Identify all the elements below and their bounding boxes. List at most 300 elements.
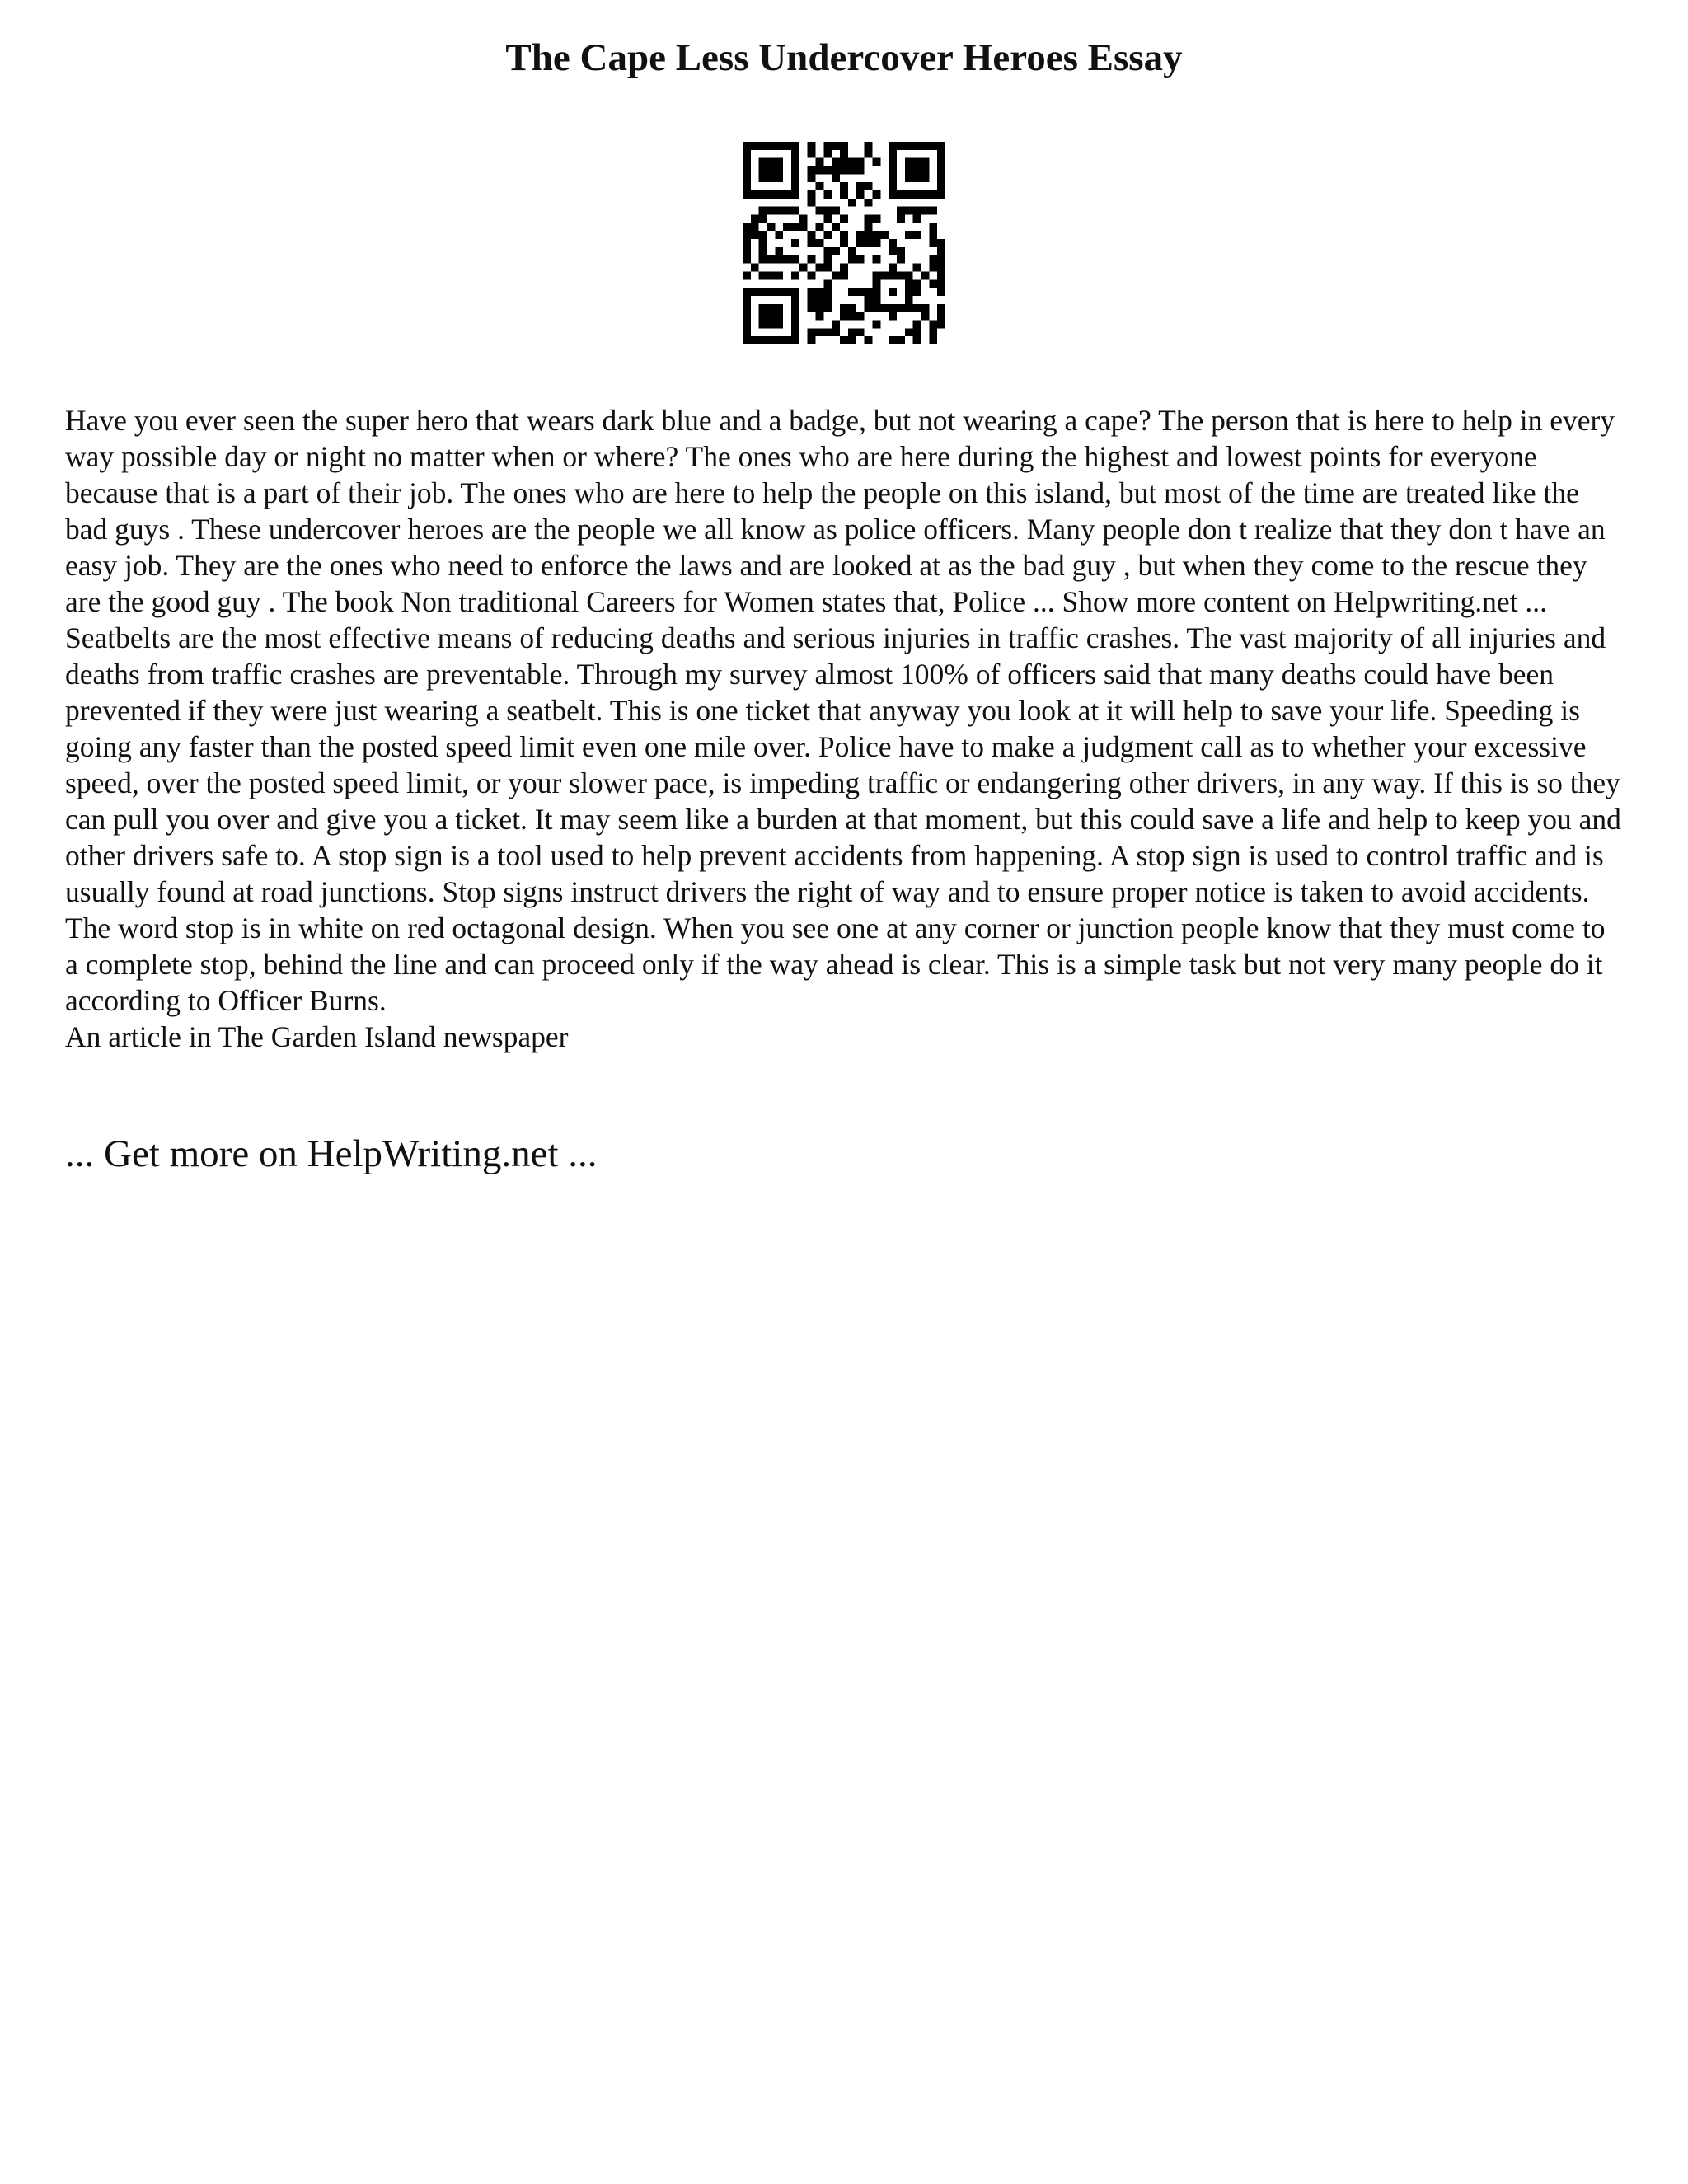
qr-module: [743, 158, 751, 166]
qr-module: [832, 142, 840, 150]
qr-module: [905, 158, 913, 166]
qr-module: [905, 231, 913, 239]
qr-module: [840, 239, 848, 247]
qr-module: [823, 215, 832, 223]
qr-module: [775, 320, 783, 328]
qr-module: [783, 255, 791, 264]
qr-module: [808, 150, 816, 158]
qr-module: [872, 320, 880, 328]
qr-module: [872, 158, 880, 166]
qr-module: [929, 320, 937, 328]
qr-module: [743, 336, 751, 344]
paragraph-1: Have you ever seen the super hero that wears dark blue and a badge, but not wearing a cape? The person that is here to help in every way possible day or night no matter when or where? The ones who are here during the highest and lowest points for everyone because that is a part of their job. The ones who are here to help the people on this island, but most of the time are treated like the bad guys . These undercover heroes are the people we all know as police officers. Many people don t realize that they don t have an easy job. They are the ones who need to enforce the laws and are looked at as the bad guy , but when they come to the rescue they are the good guy . The book Non traditional Careers for Women states that, Police ... Show more content on Helpwriting.net ...: [65, 404, 1615, 618]
qr-module: [856, 312, 865, 321]
qr-module: [759, 320, 767, 328]
qr-module: [889, 239, 897, 247]
qr-module: [848, 247, 856, 255]
qr-module: [921, 207, 929, 215]
qr-module: [816, 296, 824, 304]
qr-module: [872, 231, 880, 239]
qr-module: [929, 328, 937, 336]
qr-module: [856, 255, 865, 264]
qr-module: [816, 239, 824, 247]
qr-module: [767, 158, 776, 166]
qr-module: [816, 328, 824, 336]
qr-module: [865, 223, 873, 231]
qr-module: [865, 215, 873, 223]
qr-module: [832, 223, 840, 231]
qr-module: [743, 166, 751, 175]
qr-module: [791, 304, 799, 312]
qr-module: [808, 174, 816, 182]
qr-module: [823, 255, 832, 264]
qr-module: [743, 328, 751, 336]
qr-module: [856, 239, 865, 247]
qr-module: [937, 264, 945, 272]
qr-module: [937, 312, 945, 321]
qr-module: [872, 239, 880, 247]
qr-module: [816, 312, 824, 321]
qr-module: [759, 142, 767, 150]
qr-module: [791, 336, 799, 344]
qr-module: [848, 199, 856, 207]
qr-module: [759, 239, 767, 247]
qr-module: [897, 336, 905, 344]
qr-module: [743, 231, 751, 239]
qr-module: [929, 190, 937, 199]
qr-module: [775, 271, 783, 279]
qr-module: [905, 271, 913, 279]
qr-module: [921, 304, 929, 312]
qr-module: [759, 231, 767, 239]
qr-module: [823, 190, 832, 199]
qr-module: [880, 271, 889, 279]
qr-module: [759, 158, 767, 166]
qr-module: [816, 304, 824, 312]
qr-module: [767, 304, 776, 312]
qr-module: [767, 142, 776, 150]
qr-module: [808, 199, 816, 207]
qr-module: [921, 158, 929, 166]
qr-module: [840, 215, 848, 223]
qr-module: [848, 255, 856, 264]
qr-module: [872, 279, 880, 288]
qr-module: [759, 255, 767, 264]
qr-module: [791, 255, 799, 264]
qr-module: [743, 142, 751, 150]
qr-module: [759, 190, 767, 199]
qr-module: [889, 150, 897, 158]
qr-module: [791, 312, 799, 321]
qr-module: [840, 158, 848, 166]
qr-module: [783, 336, 791, 344]
qr-module: [832, 166, 840, 175]
qr-module: [832, 207, 840, 215]
qr-module: [832, 271, 840, 279]
qr-module: [856, 231, 865, 239]
qr-module: [889, 312, 897, 321]
qr-module: [880, 231, 889, 239]
qr-module: [791, 150, 799, 158]
qr-module: [799, 264, 808, 272]
qr-module: [856, 288, 865, 296]
qr-module: [759, 174, 767, 182]
qr-module: [865, 182, 873, 190]
qr-module: [856, 190, 865, 199]
qr-module: [889, 190, 897, 199]
qr-module: [937, 182, 945, 190]
qr-module: [743, 247, 751, 255]
qr-module: [905, 166, 913, 175]
get-more-link[interactable]: ... Get more on HelpWriting.net ...: [65, 1132, 598, 1175]
qr-module: [767, 336, 776, 344]
qr-module: [751, 142, 759, 150]
qr-module: [897, 207, 905, 215]
qr-module: [751, 231, 759, 239]
qr-module: [929, 239, 937, 247]
qr-module: [921, 174, 929, 182]
qr-module: [897, 190, 905, 199]
qr-module: [783, 288, 791, 296]
qr-module: [767, 312, 776, 321]
qr-module: [889, 264, 897, 272]
qr-module: [913, 328, 921, 336]
qr-module: [937, 239, 945, 247]
qr-module: [783, 142, 791, 150]
qr-module: [799, 215, 808, 223]
qr-module: [929, 223, 937, 231]
qr-module: [921, 142, 929, 150]
qr-module: [808, 190, 816, 199]
qr-module: [913, 288, 921, 296]
qr-module: [872, 215, 880, 223]
qr-module: [751, 288, 759, 296]
qr-module: [889, 158, 897, 166]
qr-module: [937, 279, 945, 288]
qr-module: [865, 304, 873, 312]
qr-module: [889, 182, 897, 190]
qr-module: [872, 190, 880, 199]
qr-module: [743, 239, 751, 247]
qr-module: [865, 231, 873, 239]
qr-module: [897, 304, 905, 312]
qr-code-icon: [743, 142, 945, 344]
qr-module: [791, 166, 799, 175]
qr-module: [759, 312, 767, 321]
qr-module: [848, 166, 856, 175]
qr-module: [913, 279, 921, 288]
qr-module: [889, 336, 897, 344]
qr-module: [808, 142, 816, 150]
qr-module: [767, 223, 776, 231]
qr-module: [840, 271, 848, 279]
qr-module: [840, 142, 848, 150]
qr-module: [791, 182, 799, 190]
qr-module: [816, 288, 824, 296]
qr-module: [865, 239, 873, 247]
qr-module: [759, 207, 767, 215]
qr-module: [865, 142, 873, 150]
qr-module: [775, 336, 783, 344]
qr-module: [937, 271, 945, 279]
qr-module: [808, 166, 816, 175]
qr-module: [775, 166, 783, 175]
qr-module: [816, 264, 824, 272]
paragraph-3: An article in The Garden Island newspaper: [65, 1020, 569, 1053]
qr-module: [751, 190, 759, 199]
qr-module: [905, 207, 913, 215]
qr-module: [897, 142, 905, 150]
qr-module: [840, 312, 848, 321]
qr-module: [913, 231, 921, 239]
qr-module: [905, 296, 913, 304]
qr-module: [872, 304, 880, 312]
qr-module: [840, 264, 848, 272]
qr-code-graphic: [743, 142, 945, 344]
qr-module: [791, 223, 799, 231]
qr-module: [929, 255, 937, 264]
qr-module: [767, 166, 776, 175]
qr-module: [775, 231, 783, 239]
qr-module: [929, 279, 937, 288]
qr-module: [865, 288, 873, 296]
qr-module: [743, 174, 751, 182]
qr-module: [751, 223, 759, 231]
qr-module: [865, 336, 873, 344]
qr-module: [783, 223, 791, 231]
qr-module: [816, 182, 824, 190]
qr-module: [759, 288, 767, 296]
qr-module: [808, 231, 816, 239]
qr-module: [743, 288, 751, 296]
qr-module: [767, 320, 776, 328]
qr-module: [832, 320, 840, 328]
qr-module: [791, 320, 799, 328]
qr-module: [921, 190, 929, 199]
qr-module: [913, 166, 921, 175]
qr-module: [759, 304, 767, 312]
qr-module: [889, 271, 897, 279]
qr-module: [913, 264, 921, 272]
qr-module: [775, 312, 783, 321]
qr-module: [816, 223, 824, 231]
qr-module: [775, 255, 783, 264]
qr-module: [905, 288, 913, 296]
qr-module: [775, 158, 783, 166]
qr-module: [743, 223, 751, 231]
qr-module: [767, 255, 776, 264]
qr-module: [743, 304, 751, 312]
qr-module: [905, 174, 913, 182]
qr-module: [823, 166, 832, 175]
qr-module: [743, 320, 751, 328]
qr-module: [889, 174, 897, 182]
qr-module: [865, 199, 873, 207]
qr-module: [937, 166, 945, 175]
qr-module: [937, 304, 945, 312]
qr-module: [848, 158, 856, 166]
page-title: The Cape Less Undercover Heroes Essay: [505, 36, 1183, 79]
qr-module: [832, 247, 840, 255]
qr-module: [840, 166, 848, 175]
qr-module: [832, 174, 840, 182]
qr-module: [743, 271, 751, 279]
qr-module: [905, 142, 913, 150]
qr-module: [905, 190, 913, 199]
qr-module: [872, 288, 880, 296]
essay-body: [65, 402, 1625, 1055]
qr-module: [937, 174, 945, 182]
qr-module: [937, 142, 945, 150]
qr-module: [759, 247, 767, 255]
qr-module: [791, 239, 799, 247]
qr-module: [808, 328, 816, 336]
paragraph-2: Seatbelts are the most effective means of reducing deaths and serious injuries in traffic crashes. The vast majority of all injuries and deaths from traffic crashes are preventable. Through my survey almost 100% of officers said that many deaths could have been prevented if they were just wearing a seatbelt. This is one ticket that anyway you look at it will help to save your life. Speeding is going any faster than the posted speed limit even one mile over. Police have to make a judgment call as to whether your excessive speed, over the posted speed limit, or your slower pace, is impeding traffic or endangering other drivers, in any way. If this is so they can pull you over and give you a ticket. It may seem like a burden at that moment, but this could save a life and help to keep you and other drivers safe to. A stop sign is a tool used to help prevent accidents from happening. A stop sign is used to control traffic and is usually found at road junctions. Stop signs instruct drivers the right of way and to ensure proper notice is taken to avoid accidents. The word stop is in white on red octagonal design. When you see one at any corner or junction people know that they must come to a complete stop, behind the line and can proceed only if the way ahead is clear. This is a simple task but not very many people do it according to Officer Burns.: [65, 621, 1621, 1017]
qr-module: [865, 150, 873, 158]
qr-module: [791, 142, 799, 150]
qr-module: [872, 296, 880, 304]
qr-module: [905, 304, 913, 312]
qr-module: [767, 288, 776, 296]
qr-module: [799, 223, 808, 231]
qr-module: [775, 190, 783, 199]
qr-module: [905, 279, 913, 288]
qr-module: [840, 190, 848, 199]
qr-module: [913, 158, 921, 166]
qr-module: [791, 190, 799, 199]
qr-module: [897, 215, 905, 223]
qr-module: [840, 336, 848, 344]
qr-module: [937, 288, 945, 296]
qr-module: [759, 271, 767, 279]
qr-module: [913, 215, 921, 223]
qr-module: [791, 158, 799, 166]
qr-module: [937, 247, 945, 255]
qr-module: [937, 255, 945, 264]
qr-module: [840, 150, 848, 158]
qr-module: [783, 190, 791, 199]
qr-module: [823, 288, 832, 296]
qr-module: [743, 190, 751, 199]
qr-module: [823, 328, 832, 336]
qr-module: [913, 336, 921, 344]
qr-module: [808, 288, 816, 296]
qr-module: [775, 288, 783, 296]
qr-module: [743, 150, 751, 158]
qr-module: [872, 271, 880, 279]
qr-module: [856, 328, 865, 336]
qr-module: [808, 271, 816, 279]
qr-module: [856, 166, 865, 175]
qr-module: [848, 304, 856, 312]
qr-module: [897, 247, 905, 255]
qr-module: [743, 312, 751, 321]
qr-module: [808, 304, 816, 312]
qr-module: [823, 304, 832, 312]
qr-module: [921, 271, 929, 279]
qr-module: [913, 174, 921, 182]
qr-module: [897, 255, 905, 264]
qr-module: [808, 255, 816, 264]
qr-module: [937, 320, 945, 328]
qr-module: [929, 336, 937, 344]
qr-module: [767, 190, 776, 199]
qr-module: [823, 207, 832, 215]
qr-module: [759, 215, 767, 223]
qr-module: [856, 158, 865, 166]
qr-module: [791, 328, 799, 336]
qr-module: [751, 336, 759, 344]
qr-module: [913, 304, 921, 312]
qr-module: [767, 207, 776, 215]
qr-module: [808, 336, 816, 344]
qr-module: [759, 166, 767, 175]
qr-module: [816, 166, 824, 175]
qr-module: [783, 207, 791, 215]
qr-module: [832, 328, 840, 336]
qr-module: [759, 336, 767, 344]
qr-module: [823, 247, 832, 255]
qr-module: [751, 264, 759, 272]
qr-module: [823, 142, 832, 150]
qr-module: [816, 158, 824, 166]
qr-module: [913, 142, 921, 150]
qr-module: [767, 174, 776, 182]
qr-module: [921, 166, 929, 175]
qr-module: [872, 255, 880, 264]
qr-module: [840, 182, 848, 190]
qr-module: [791, 207, 799, 215]
qr-module: [791, 271, 799, 279]
qr-module: [823, 279, 832, 288]
qr-module: [937, 158, 945, 166]
qr-module: [929, 142, 937, 150]
qr-module: [743, 255, 751, 264]
qr-module: [856, 182, 865, 190]
qr-module: [775, 174, 783, 182]
qr-module: [775, 207, 783, 215]
qr-module: [823, 231, 832, 239]
qr-module: [937, 190, 945, 199]
qr-module: [889, 166, 897, 175]
qr-module: [840, 304, 848, 312]
qr-module: [775, 142, 783, 150]
qr-module: [889, 304, 897, 312]
qr-module: [848, 288, 856, 296]
qr-module: [808, 296, 816, 304]
qr-module: [832, 158, 840, 166]
qr-module: [751, 215, 759, 223]
qr-module: [913, 320, 921, 328]
qr-module: [823, 264, 832, 272]
qr-module: [905, 328, 913, 336]
qr-module: [823, 150, 832, 158]
qr-module: [929, 264, 937, 272]
qr-module: [880, 304, 889, 312]
qr-module: [743, 182, 751, 190]
qr-module: [791, 174, 799, 182]
qr-module: [823, 296, 832, 304]
qr-module: [848, 328, 856, 336]
qr-module: [897, 271, 905, 279]
qr-module: [775, 247, 783, 255]
qr-module: [913, 190, 921, 199]
qr-module: [921, 312, 929, 321]
qr-module: [889, 247, 897, 255]
qr-module: [791, 296, 799, 304]
qr-module: [848, 336, 856, 344]
qr-module: [767, 271, 776, 279]
